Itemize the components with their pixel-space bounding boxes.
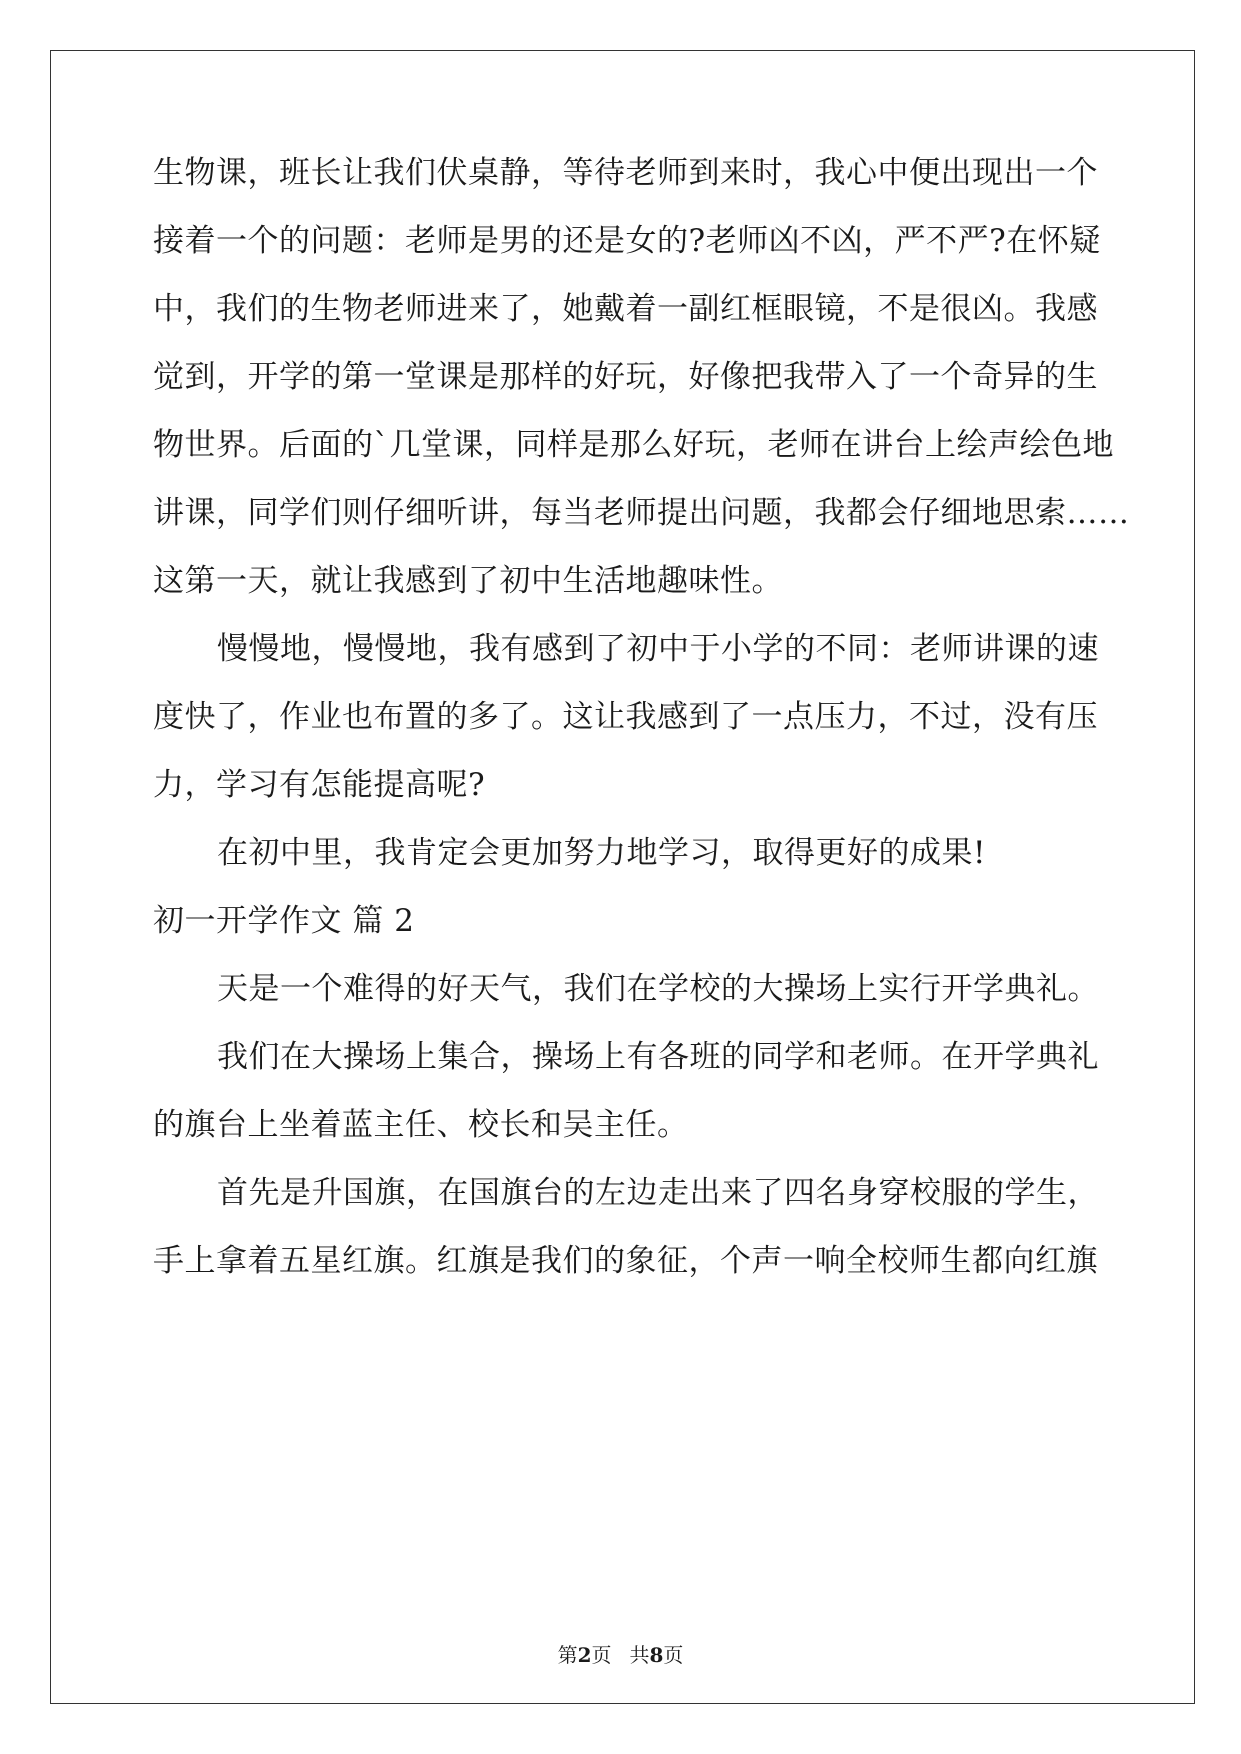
text-line-16: 首先是升国旗，在国旗台的左边走出来了四名身穿校服的学生， bbox=[217, 1175, 1099, 1211]
text-line-4: 觉到，开学的第一堂课是那样的好玩，好像把我带入了一个奇异的生 bbox=[153, 359, 1098, 395]
text-line-1: 生物课，班长让我们伏桌静，等待老师到来时，我心中便出现出一个 bbox=[153, 155, 1098, 191]
page-label-suffix: 页 bbox=[591, 1643, 612, 1667]
total-label-prefix: 共 bbox=[629, 1643, 650, 1667]
text-line-11: 在初中里，我肯定会更加努力地学习，取得更好的成果! bbox=[217, 835, 986, 871]
text-line-5: 物世界。后面的`几堂课，同样是那么好玩，老师在讲台上绘声绘色地 bbox=[153, 427, 1114, 463]
page-footer bbox=[0, 1643, 1241, 1667]
total-pages: 8 bbox=[649, 1643, 664, 1667]
text-line-15: 的旗台上坐着蓝主任、校长和吴主任。 bbox=[153, 1107, 689, 1143]
text-line-17: 手上拿着五星红旗。红旗是我们的象征，个声一响全校师生都向红旗 bbox=[153, 1243, 1098, 1279]
text-line-2: 接着一个的问题：老师是男的还是女的?老师凶不凶，严不严?在怀疑 bbox=[153, 223, 1101, 259]
text-line-3: 中，我们的生物老师进来了，她戴着一副红框眼镜，不是很凶。我感 bbox=[153, 291, 1098, 327]
text-line-8: 慢慢地，慢慢地，我有感到了初中于小学的不同：老师讲课的速 bbox=[217, 631, 1099, 667]
text-line-10: 力，学习有怎能提高呢? bbox=[153, 767, 486, 803]
total-label-suffix: 页 bbox=[663, 1643, 684, 1667]
document-body bbox=[153, 155, 1130, 1311]
text-line-6: 讲课，同学们则仔细听讲，每当老师提出问题，我都会仔细地思索…… bbox=[153, 495, 1130, 531]
section-heading: 初一开学作文 篇 2 bbox=[153, 903, 415, 939]
text-line-14: 我们在大操场上集合，操场上有各班的同学和老师。在开学典礼 bbox=[217, 1039, 1099, 1075]
page-label-prefix: 第 bbox=[557, 1643, 578, 1667]
text-line-7: 这第一天，就让我感到了初中生活地趣味性。 bbox=[153, 563, 783, 599]
text-line-9: 度快了，作业也布置的多了。这让我感到了一点压力，不过，没有压 bbox=[153, 699, 1098, 735]
page-number: 2 bbox=[577, 1643, 592, 1667]
text-line-13: 天是一个难得的好天气，我们在学校的大操场上实行开学典礼。 bbox=[217, 971, 1099, 1007]
